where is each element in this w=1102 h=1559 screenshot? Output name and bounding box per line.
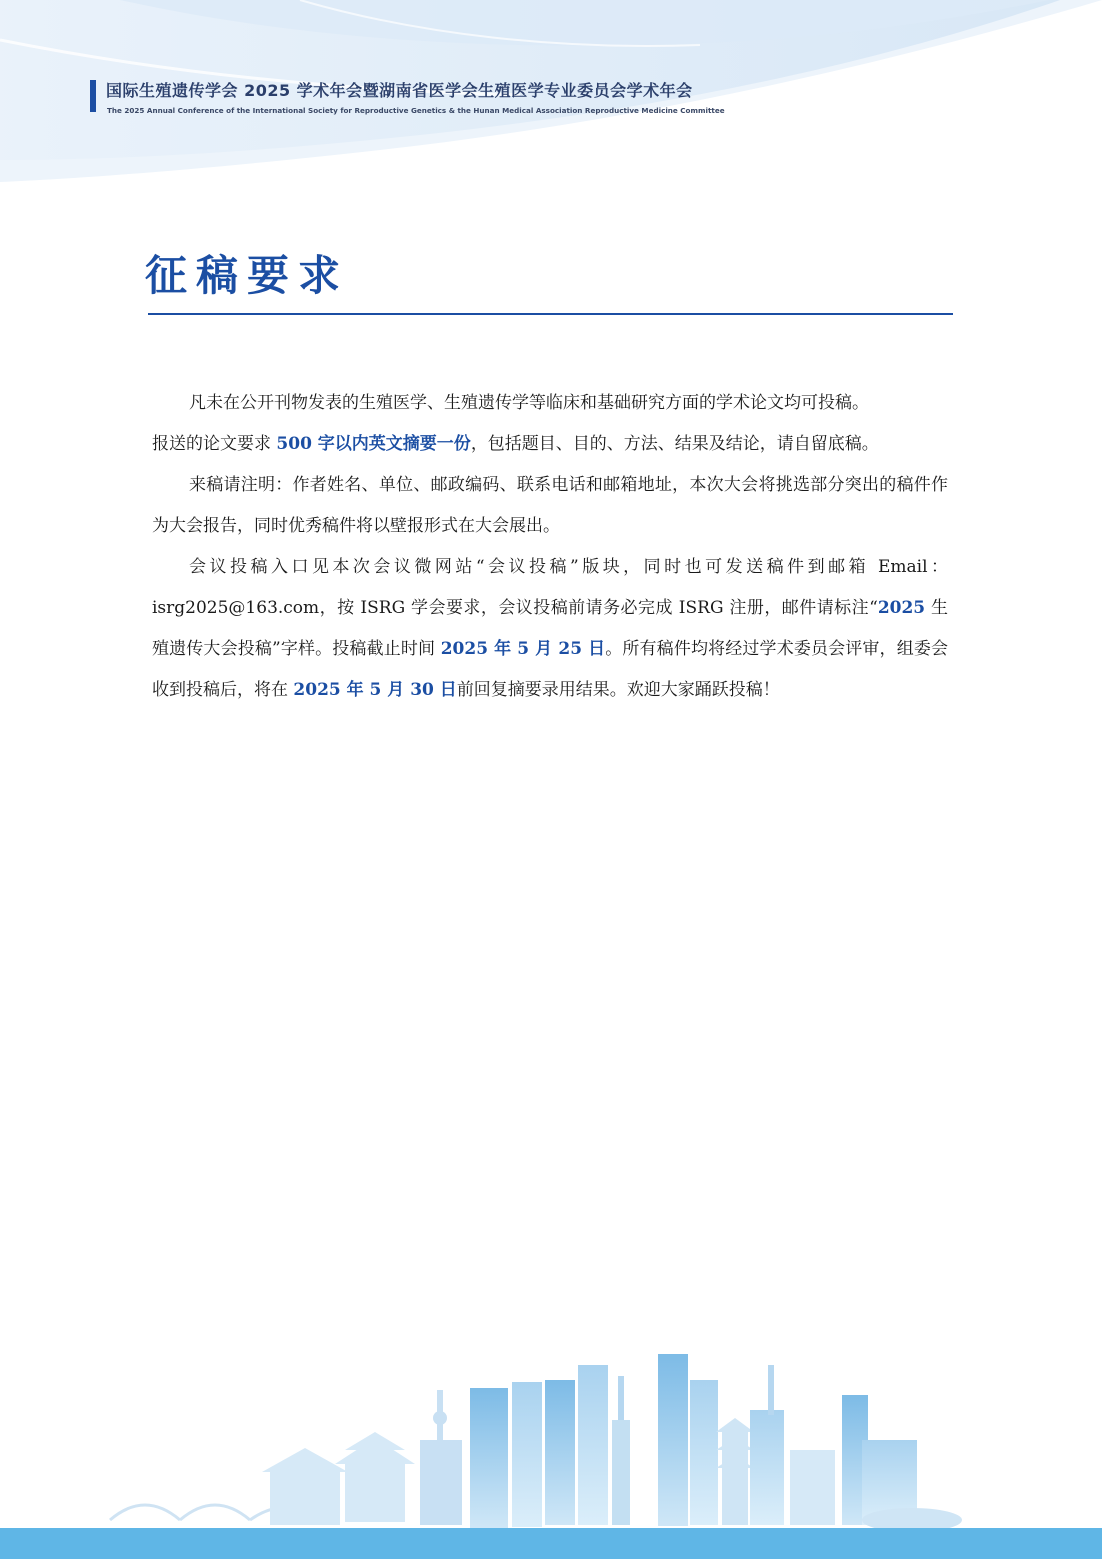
paragraph-1: 凡未在公开刊物发表的生殖医学、生殖遗传学等临床和基础研究方面的学术论文均可投稿。 — [189, 393, 869, 413]
p4-text-c: 。所有稿件均将经过学术委员会评审，组委会收到投稿后，将在 — [152, 639, 948, 700]
p2-text-a: 报送的论文要求 — [152, 434, 277, 454]
paragraph-3: 来稿请注明：作者姓名、单位、邮政编码、联系电话和邮箱地址，本次大会将挑选部分突出的稿件作为大会报告，同时优秀稿件将以壁报形式在大会展出。 — [152, 475, 948, 536]
body-text — [152, 383, 948, 711]
paragraph-4 — [152, 547, 948, 711]
p4-text-a: 会议投稿入口见本次会议微网站“会议投稿”版块，同时也可发送稿件到邮箱 Email：isrg2025@163.com，按 ISRG 学会要求，会议投稿前请务必完成 ISRG 注册，邮件请标注“ — [152, 557, 948, 618]
header-title-en: The 2025 Annual Conference of the International Society for Reproductive Genetics & the Hunan Medical Association Reproductive Medicine Committee — [107, 106, 725, 115]
page-title: 征稿要求 — [145, 251, 350, 300]
title-divider — [148, 313, 953, 315]
p2-text-b: ，包括题目、目的、方法、结果及结论，请自留底稿。 — [470, 434, 879, 454]
header-title-cn: 国际生殖遗传学会 2025 学术年会暨湖南省医学会生殖医学专业委员会学术年会 — [106, 81, 693, 100]
abstract-requirement-highlight: 500 字以内英文摘要一份 — [276, 434, 471, 454]
p4-text-b: 生殖遗传大会投稿”字样。投稿截止时间 — [152, 598, 949, 659]
deadline-highlight: 2025 年 5 月 25 日 — [440, 639, 606, 659]
city-skyline-illustration — [0, 1340, 1102, 1559]
paragraph-2 — [152, 424, 948, 465]
p4-text-d: 前回复摘要录用结果。欢迎大家踊跃投稿！ — [456, 680, 780, 700]
year-highlight: 2025 — [877, 598, 926, 618]
header-accent-bar — [90, 80, 96, 112]
reply-date-highlight: 2025 年 5 月 30 日 — [293, 680, 457, 700]
